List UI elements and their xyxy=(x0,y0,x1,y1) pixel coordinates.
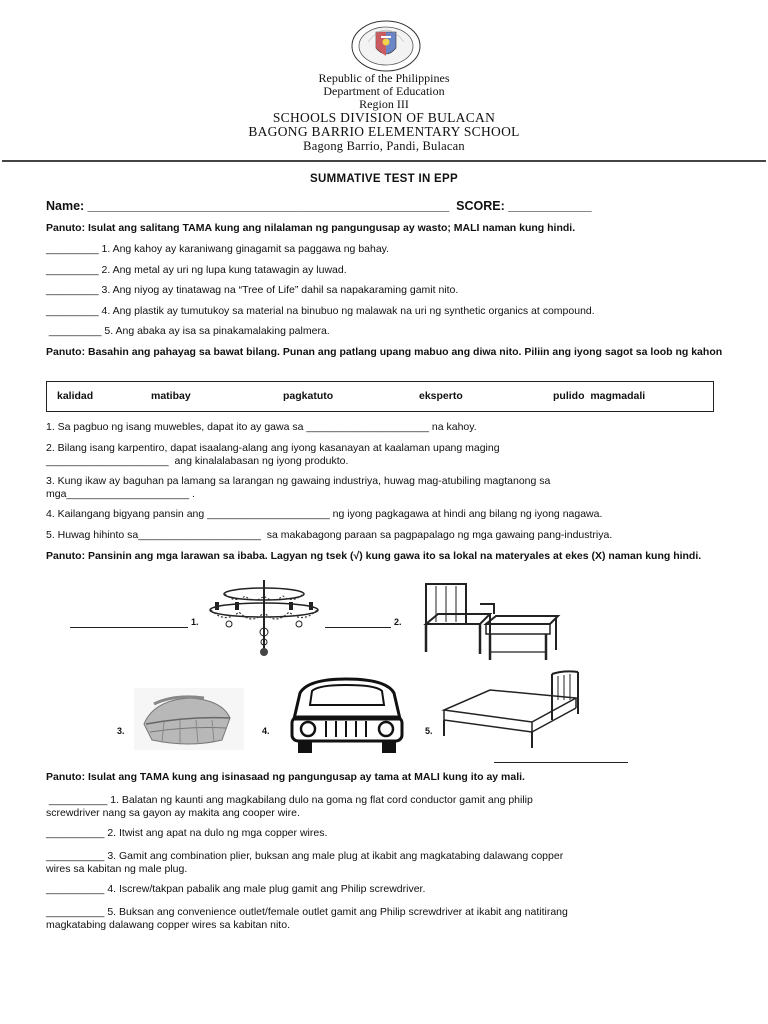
word-choice: matibay xyxy=(151,390,191,402)
part1-item-5: _________ 5. Ang abaka ay isa sa pinakamalaking palmera. xyxy=(46,325,330,337)
part2-item-3: 3. Kung ikaw ay baguhan pa lamang sa larangan ng gawaing industriya, huwag mag-atubiling magtanong sa xyxy=(46,475,551,487)
picture-number-4: 4. xyxy=(262,726,270,736)
word-choice: pagkatuto xyxy=(283,390,334,402)
word-choice-box xyxy=(46,381,714,412)
part4-item-1: __________ 1. Balatan ng kaunti ang magkabilang dulo na goma ng flat cord conductor gamit ang philip xyxy=(46,794,533,806)
part2-item-3-cont: mga_____________________ . xyxy=(46,488,195,500)
part1-item-1: _________ 1. Ang kahoy ay karaniwang ginagamit sa paggawa ng bahay. xyxy=(46,243,390,255)
part1-directions: Panuto: Isulat ang salitang TAMA kung ang nilalaman ng pangungusap ay wasto; MALI naman kung hindi. xyxy=(46,222,576,234)
part2-item-1: 1. Sa pagbuo ng isang muwebles, dapat ito ay gawa sa _____________________ na kahoy. xyxy=(46,421,477,433)
jeepney-picture xyxy=(282,675,412,755)
part2-item-2: 2. Bilang isang karpentiro, dapat isaalang-alang ang iyong kasanayan at kaalaman upang maging xyxy=(46,442,500,454)
picture-number-5: 5. xyxy=(425,726,433,736)
part4-item-1-cont: screwdriver nang sa gayon ay makita ang cooper wire. xyxy=(46,807,300,819)
chair-ottoman-picture xyxy=(420,580,562,664)
part2-item-5: 5. Huwag hihinto sa_____________________ sa makabagong paraan sa pagpapalago ng mga gawaing pang-industriya. xyxy=(46,529,613,541)
deped-seal-logo xyxy=(350,20,422,72)
word-choice: pulido magmadali xyxy=(553,390,646,402)
part2-item-4: 4. Kailangang bigyang pansin ang _____________________ ng iyong pagkagawa at hindi ang bilang ng iyong nagawa. xyxy=(46,508,603,520)
part1-item-4: _________ 4. Ang plastik ay tumutukoy sa material na binubuo ng malawak na uri ng synthetic organics at compound. xyxy=(46,305,595,317)
part2-directions: Panuto: Basahin ang pahayag sa bawat bilang. Punan ang patlang upang mabuo ang diwa nito. Piliin ang iyong sagot sa loob ng kahon xyxy=(46,346,723,358)
part4-directions: Panuto: Isulat ang TAMA kung ang isinasaad ng pangungusap ay tama at MALI kung ito ay mali. xyxy=(46,771,525,783)
header-department: Department of Education xyxy=(323,84,445,98)
header-address: Bagong Barrio, Pandi, Bulacan xyxy=(303,139,465,153)
header-republic: Republic of the Philippines xyxy=(318,71,450,85)
picture-number-2: 2. xyxy=(394,617,402,627)
picture-number-3: 3. xyxy=(117,726,125,736)
part1-item-3: _________ 3. Ang niyog ay tinatawag na “Tree of Life” dahil sa napakaraming gamit nito. xyxy=(46,284,459,296)
part1-item-2: _________ 2. Ang metal ay uri ng lupa kung tatawagin ay luwad. xyxy=(46,264,347,276)
part4-item-3-cont: wires sa kabitan ng male plug. xyxy=(46,863,188,875)
name-score-line: Name: ____________________________________________________ SCORE: ____________ xyxy=(46,199,592,213)
part4-item-4: __________ 4. Iscrew/takpan pabalik ang male plug gamit ang Philip screwdriver. xyxy=(46,883,426,895)
test-title: SUMMATIVE TEST IN EPP xyxy=(310,173,458,185)
answer-blank xyxy=(325,627,391,628)
header-divider xyxy=(2,160,766,162)
bed-picture xyxy=(440,670,582,752)
answer-blank xyxy=(70,627,188,628)
chandelier-picture xyxy=(205,580,323,662)
part2-item-2-cont: _____________________ ang kinalalabasan ng iyong produkto. xyxy=(46,455,349,467)
header-school: BAGONG BARRIO ELEMENTARY SCHOOL xyxy=(248,124,520,139)
basket-picture xyxy=(134,688,244,750)
part4-item-5: __________ 5. Buksan ang convenience outlet/female outlet gamit ang Philip screwdriver at ikabit ang natitirang xyxy=(46,906,568,918)
part3-directions: Panuto: Pansinin ang mga larawan sa ibaba. Lagyan ng tsek (√) kung gawa ito sa lokal na materyales at ekes (X) naman kung hindi. xyxy=(46,550,702,562)
header-division: SCHOOLS DIVISION OF BULACAN xyxy=(272,110,496,125)
picture-number-1: 1. xyxy=(191,617,199,627)
word-choice: eksperto xyxy=(419,390,463,402)
answer-blank xyxy=(494,762,628,763)
part4-item-5-cont: magkatabing dalawang copper wires sa kabitan nito. xyxy=(46,919,290,931)
header-region: Region III xyxy=(359,97,409,111)
part4-item-2: __________ 2. Itwist ang apat na dulo ng mga copper wires. xyxy=(46,827,328,839)
part4-item-3: __________ 3. Gamit ang combination plier, buksan ang male plug at ikabit ang magkatabing dalawang copper xyxy=(46,850,564,862)
word-choice: kalidad xyxy=(57,390,94,402)
